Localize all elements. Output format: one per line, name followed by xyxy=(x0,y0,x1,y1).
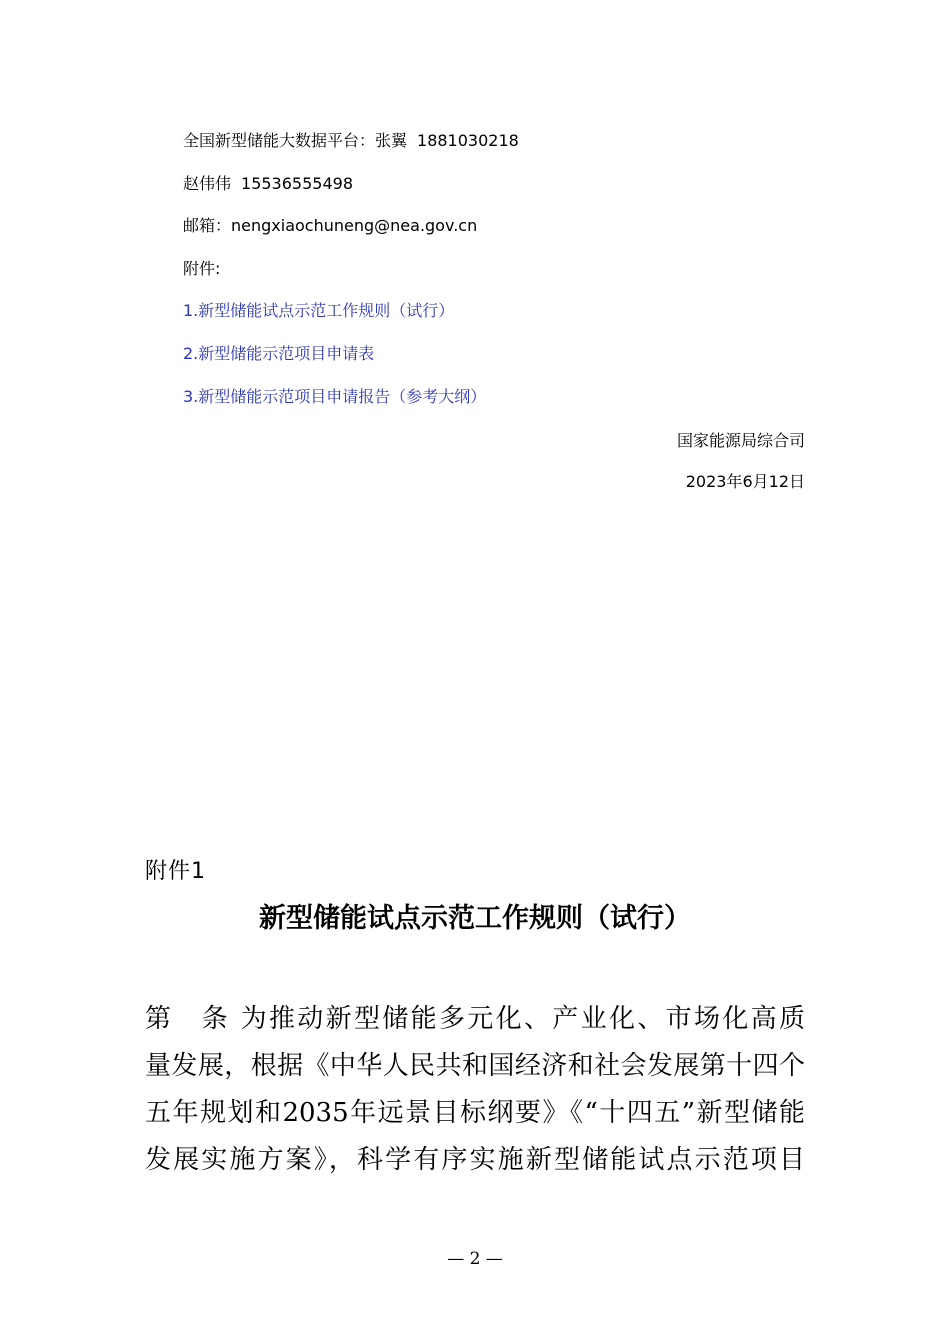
contact-second-phone: 15536555498 xyxy=(241,174,353,193)
body-line: 五年规划和2035年远景目标纲要》《“十四五”新型储能 xyxy=(145,1098,805,1128)
attachments-label: 附件: xyxy=(183,259,221,278)
signature-date: 2023年6月12日 xyxy=(685,472,805,491)
contact-platform-phone: 1881030218 xyxy=(417,131,519,150)
attachment1-label: 附件1 xyxy=(145,859,206,884)
contact-email: 邮箱：nengxiaochuneng@nea.gov.cn xyxy=(183,216,478,235)
attachment-link-3[interactable]: 3.新型储能示范项目申请报告（参考大纲） xyxy=(183,387,487,406)
contact-platform xyxy=(183,128,519,151)
page-title: 新型储能试点示范工作规则（试行） xyxy=(259,903,691,934)
attachment-link-2[interactable]: 2.新型储能示范项目申请表 xyxy=(183,344,375,363)
contact-platform-label: 全国新型储能大数据平台：张翼 xyxy=(183,131,408,150)
article-body xyxy=(145,996,805,1184)
contact-second xyxy=(183,171,353,194)
signature-org: 国家能源局综合司 xyxy=(676,431,805,450)
body-line: 量发展，根据《中华人民共和国经济和社会发展第十四个 xyxy=(145,1051,805,1081)
contact-second-name: 赵伟伟 xyxy=(183,174,232,193)
body-line: 发展实施方案》，科学有序实施新型储能试点示范项目 xyxy=(145,1145,805,1175)
body-line: 第 条 为推动新型储能多元化、产业化、市场化高质 xyxy=(145,1004,805,1034)
page-number: — 2 — xyxy=(447,1249,503,1269)
attachment-link-1[interactable]: 1.新型储能试点示范工作规则（试行） xyxy=(183,301,455,320)
